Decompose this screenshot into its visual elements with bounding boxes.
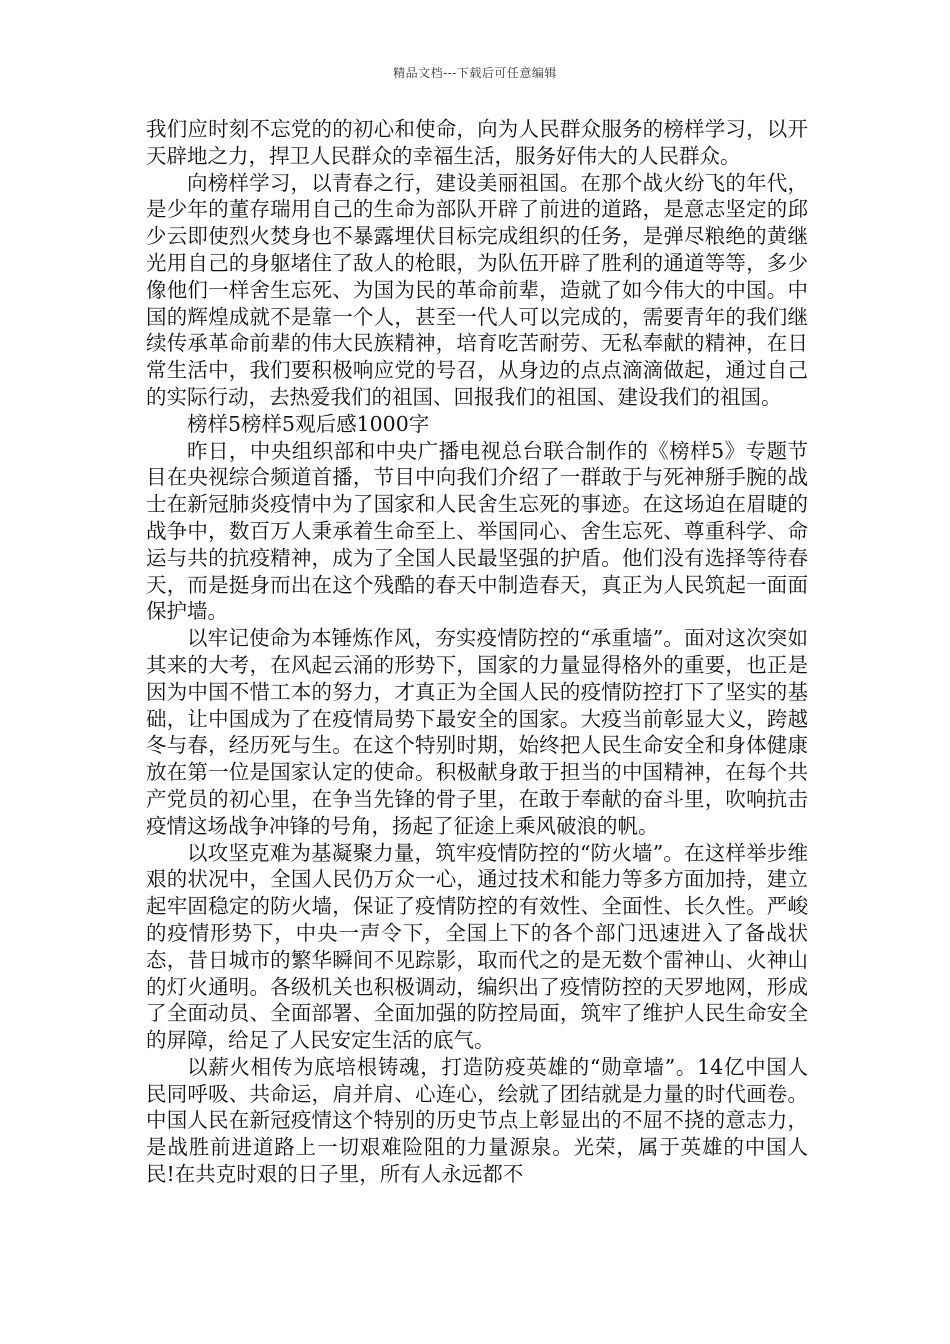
section-title: 榜样5榜样5观后感1000字	[187, 411, 430, 436]
paragraph-2: 向榜样学习，以青春之行，建设美丽祖国。在那个战火纷飞的年代，是少年的董存瑞用自己的生命为部队开辟了前进的道路，是意志坚定的邱少云即使烈火焚身也不暴露埋伏目标完成组织的任务，是弹尽粮绝的黄继光用自己的身躯堵住了敌人的枪眼，为队伍开辟了胜利的通道等等，多少像他们一样舍生忘死、为国为民的革命前辈，造就了如今伟大的中国。中国的辉煌成就不是靠一个人，甚至一代人可以完成的，需要青年的我们继续传承革命前辈的伟大民族精神，培育吃苦耐劳、无私奉献的精神，在日常生活中，我们要积极响应党的号召，从身边的点点滴滴做起，通过自己的实际行动，去热爱我们的祖国、回报我们的祖国、建设我们的祖国。	[146, 170, 808, 409]
paragraph-4: 以牢记使命为本锤炼作风，夯实疫情防控的“承重墙”。面对这次突如其来的大考，在风起云涌的形势下，国家的力量显得格外的重要，也正是因为中国不惜工本的努力，才真正为全国人民的疫情防控打下了坚实的基础，让中国成为了在疫情局势下最安全的国家。大疫当前彰显大义，跨越冬与春，经历死与生。在这个特别时期，始终把人民生命安全和身体健康放在第一位是国家认定的使命。积极献身敢于担当的中国精神，在每个共产党员的初心里，在争当先锋的骨子里，在敢于奉献的奋斗里，吹响抗击疫情这场战争冲锋的号角，扬起了征途上乘风破浪的帆。	[146, 626, 808, 838]
paragraph-6: 以薪火相传为底培根铸魂，打造防疫英雄的“勋章墙”。14亿中国人民同呼吸、共命运，肩并肩、心连心，绘就了团结就是力量的时代画卷。中国人民在新冠疫情这个特别的历史节点上彰显出的不屈不挠的意志力，是战胜前进道路上一切艰难险阻的力量源泉。光荣，属于英雄的中国人民!在共克时艰的日子里，所有人永远都不	[146, 1054, 808, 1187]
paragraph-5: 以攻坚克难为基凝聚力量，筑牢疫情防控的“防火墙”。在这样举步维艰的状况中，全国人民仍万众一心，通过技术和能力等多方面加持，建立起牢固稳定的防火墙，保证了疫情防控的有效性、全面性、长久性。严峻的疫情形势下，中央一声令下，全国上下的各个部门迅速进入了备战状态，昔日城市的繁华瞬间不见踪影，取而代之的是无数个雷神山、火神山的灯火通明。各级机关也积极调动，编织出了疫情防控的天罗地网，形成了全面动员、全面部署、全面加强的防控局面，筑牢了维护人民生命安全的屏障，给足了人民安定生活的底气。	[146, 840, 808, 1053]
paragraph-1: 我们应时刻不忘党的的初心和使命，向为人民群众服务的榜样学习，以开天辟地之力，捍卫人民群众的幸福生活，服务好伟大的人民群众。	[146, 117, 808, 168]
page-header: 精品文档---下载后可任意编辑	[393, 66, 557, 80]
paragraph-3: 昨日，中央组织部和中央广播电视总台联合制作的《榜样5》专题节目在央视综合频道首播，节目中向我们介绍了一群敢于与死神掰手腕的战士在新冠肺炎疫情中为了国家和人民舍生忘死的事迹。在这场迫在眉睫的战争中，数百万人秉承着生命至上、举国同心、舍生忘死、尊重科学、命运与共的抗疫精神，成为了全国人民最坚强的护盾。他们没有选择等待春天，而是挺身而出在这个残酷的春天中制造春天，真正为人民筑起一面面保护墙。	[146, 438, 808, 624]
document-body	[146, 116, 808, 1188]
